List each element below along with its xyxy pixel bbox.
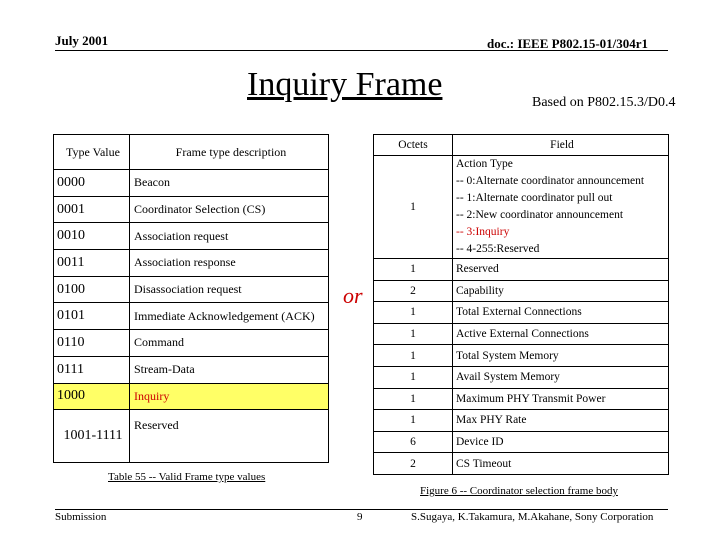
octets-cell: 1 xyxy=(374,410,453,432)
page-title: Inquiry Frame xyxy=(247,66,443,103)
frame-body-row xyxy=(374,345,669,367)
type-description-cell: Coordinator Selection (CS) xyxy=(130,196,329,223)
column-header-description: Frame type description xyxy=(130,135,329,170)
type-description-cell: Stream-Data xyxy=(130,356,329,383)
action-type-line: -- 4-255:Reserved xyxy=(456,243,540,255)
type-value-cell: 0000 xyxy=(54,170,130,197)
footer-page-number: 9 xyxy=(357,511,363,523)
type-value-cell: 0100 xyxy=(54,276,130,303)
field-cell: Reserved xyxy=(453,259,669,281)
column-header-octets: Octets xyxy=(374,135,453,156)
frame-type-row xyxy=(54,250,329,277)
type-description-cell: Immediate Acknowledgement (ACK) xyxy=(130,303,329,330)
based-on-note: Based on P802.15.3/D0.4 xyxy=(532,95,676,110)
frame-body-row xyxy=(374,453,669,475)
field-cell: Max PHY Rate xyxy=(453,410,669,432)
frame-body-row xyxy=(374,410,669,432)
octets-cell: 1 xyxy=(374,345,453,367)
octets-cell: 1 xyxy=(374,388,453,410)
frame-type-row xyxy=(54,170,329,197)
field-cell: Maximum PHY Transmit Power xyxy=(453,388,669,410)
frame-type-row xyxy=(54,330,329,357)
frame-body-table xyxy=(373,134,669,475)
header-rule xyxy=(55,50,668,51)
frame-body-header-row xyxy=(374,135,669,156)
type-description-cell: Disassociation request xyxy=(130,276,329,303)
frame-body-row xyxy=(374,388,669,410)
frame-body-row xyxy=(374,431,669,453)
action-type-line: -- 2:New coordinator announcement xyxy=(456,209,624,221)
octets-cell: 2 xyxy=(374,280,453,302)
column-header-type-value: Type Value xyxy=(54,135,130,170)
frame-body-row xyxy=(374,259,669,281)
type-value-cell: 0110 xyxy=(54,330,130,357)
action-type-line: Action Type xyxy=(456,158,513,170)
frame-type-row xyxy=(54,383,329,410)
type-value-cell: 0010 xyxy=(54,223,130,250)
octets-cell: 1 xyxy=(374,323,453,345)
frame-type-row xyxy=(54,223,329,250)
type-description-cell: Association request xyxy=(130,223,329,250)
or-label: or xyxy=(343,283,363,308)
octets-cell: 1 xyxy=(374,259,453,281)
footer-submission: Submission xyxy=(55,511,107,523)
frame-body-row xyxy=(374,302,669,324)
type-description-cell: Reserved xyxy=(130,410,329,463)
type-value-cell: 1001-1111 xyxy=(54,410,130,463)
action-type-line: -- 1:Alternate coordinator pull out xyxy=(456,192,613,204)
frame-type-row xyxy=(54,276,329,303)
field-cell: CS Timeout xyxy=(453,453,669,475)
action-type-line: -- 0:Alternate coordinator announcement xyxy=(456,175,645,187)
frame-type-table xyxy=(53,134,329,463)
octets-cell: 1 xyxy=(374,366,453,388)
action-type-octets: 1 xyxy=(374,156,453,259)
footer-authors: S.Sugaya, K.Takamura, M.Akahane, Sony Corporation xyxy=(411,511,654,523)
frame-type-header-row xyxy=(54,135,329,170)
octets-cell: 6 xyxy=(374,431,453,453)
field-cell: Total External Connections xyxy=(453,302,669,324)
header-date: July 2001 xyxy=(55,33,109,48)
field-cell: Avail System Memory xyxy=(453,366,669,388)
table-caption: Table 55 -- Valid Frame type values xyxy=(108,471,266,483)
type-value-cell: 0101 xyxy=(54,303,130,330)
header-doc-id: doc.: IEEE P802.15-01/304r1 xyxy=(487,36,649,51)
type-description-cell: Inquiry xyxy=(130,383,329,410)
frame-body-row xyxy=(374,323,669,345)
frame-body-row xyxy=(374,366,669,388)
frame-type-row xyxy=(54,196,329,223)
type-value-cell: 0001 xyxy=(54,196,130,223)
octets-cell: 1 xyxy=(374,302,453,324)
field-cell: Device ID xyxy=(453,431,669,453)
type-value-cell: 0111 xyxy=(54,356,130,383)
action-type-line: -- 3:Inquiry xyxy=(456,226,510,238)
action-type-row xyxy=(374,156,669,259)
figure-caption: Figure 6 -- Coordinator selection frame body xyxy=(420,485,618,497)
field-cell: Capability xyxy=(453,280,669,302)
frame-type-row xyxy=(54,356,329,383)
type-description-cell: Association response xyxy=(130,250,329,277)
action-type-field xyxy=(453,156,669,259)
octets-cell: 2 xyxy=(374,453,453,475)
frame-type-row xyxy=(54,410,329,463)
field-cell: Total System Memory xyxy=(453,345,669,367)
frame-body-row xyxy=(374,280,669,302)
type-description-cell: Beacon xyxy=(130,170,329,197)
type-description-cell: Command xyxy=(130,330,329,357)
type-value-cell: 1000 xyxy=(54,383,130,410)
footer-rule xyxy=(55,509,668,510)
frame-type-row xyxy=(54,303,329,330)
column-header-field: Field xyxy=(453,135,669,156)
type-value-cell: 0011 xyxy=(54,250,130,277)
field-cell: Active External Connections xyxy=(453,323,669,345)
